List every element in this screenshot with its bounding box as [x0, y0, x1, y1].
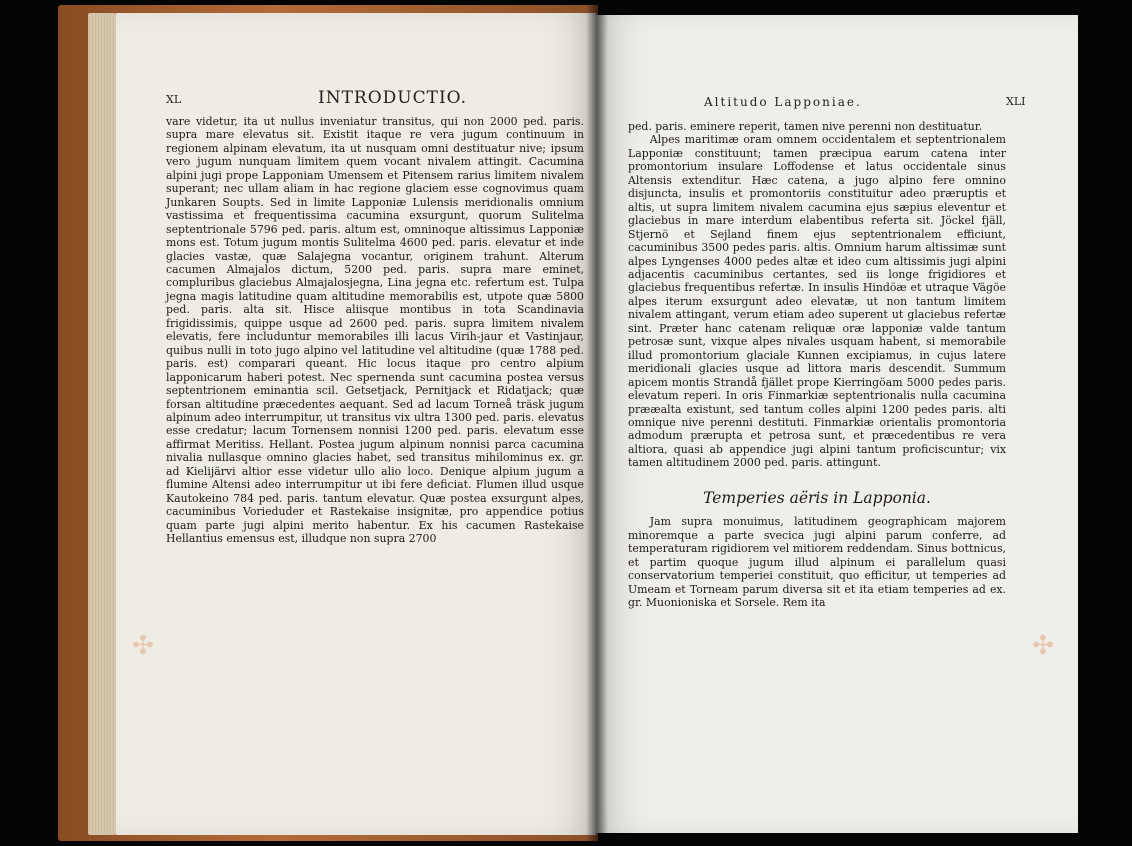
right-paragraph-1: ped. paris. eminere reperit, tamen nive perenni non destituatur.: [628, 120, 983, 133]
left-page: [116, 13, 596, 835]
section-heading: Temperies aëris in Lapponia.: [703, 488, 931, 507]
left-page-number: XL: [166, 93, 182, 106]
right-page-text: [628, 120, 1006, 609]
page-edges: [88, 13, 116, 835]
book-gutter-shadow: [586, 5, 608, 841]
right-paragraph-3: Jam supra monuimus, latitudinem geographicam majorem minoremque a parte svecica jugi alpini parum conferre, ad temperaturam rigidiorem vel mitiorem reddendam. Sinus bottnicus, et partim quoque jugum illud alpinum ei parallelum quasi conservatorium temperiei constituit, quo efficitur, ut temperies ad Umeam et Torneam parum diversa sit et ita etiam temperies ad ex. gr. Muonioniska et Sorsele. Rem ita: [628, 515, 1006, 609]
right-page-number: XLI: [1006, 95, 1026, 108]
open-book: [58, 5, 1080, 841]
right-running-title: Altitudo Lapponiae.: [704, 95, 862, 109]
left-running-title: INTRODUCTIO.: [318, 88, 468, 108]
left-body-paragraph: vare videtur, ita ut nullus inveniatur transitus, qui non 2000 ped. paris. supra mare elevatus sit. Existit itaque re vera jugum continuum in regionem alpinam elevatum, ita ut nusquam omni destituatur nive; ipsum vero jugum nunquam limitem quem vocant nivalem attingit. Cacumina alpini jugi prope Lapponiam Umensem et Pitensem rarius limitem nivalem superant; nec ullam aliam in hac regione glaciem esse cognovimus quam Junkaren Soupts. Sed in limite Lapponiæ Lulensis meridionalis omnium vastissima et frequentissima cacumina exsurgunt, quorum Sulitelma septentrionale 5796 ped. paris. altum est, omninoque altissimus Lapponiæ mons est. Totum jugum montis Sulitelma 4600 ped. paris. elevatur et inde glacies vastæ, quæ Salajegna vocantur, originem trahunt. Alterum cacumen Almajalos dictum, 5200 ped. paris. supra mare eminet, compluribus glaciebus Almajalosjegna, Lina jegna etc. refertum est. Tulpa jegna magis latitudine quam altitudine memorabilis est, utpote quæ 5800 ped. paris. alta sit. Hisce aliisque montibus in tota Scandinavia frigidissimis, quippe usque ad 2600 ped. paris. supra limitem nivalem elevatis, fere includuntur memorabiles illi lacus Virih-jaur et Vastinjaur, quibus nulli in toto jugo alpino vel latitudine vel altitudine (quæ 1788 ped. paris. est) comparari queant. Hic locus itaque pro centro alpium lapponicarum haberi potest. Nec spernenda sunt cacumina postea versus septentrionem eminantia scil. Getsetjack, Pernitjack et Ridatjack; quæ forsan altitudine præcedentes aequant. Sed ad lacum Torneå träsk jugum alpinum adeo interrumpitur, ut transitus vix ultra 1300 ped. paris. elevatus esse credatur; lacum Tornensem nonnisi 1200 ped. paris. elevatum esse affirmat Meritiss. Hellant. Postea jugum alpinum nonnisi parca cacumina nivalia nullasque omnino glacies habet, sed transitus mihilominus ex. gr. ad Kielijärvi altior esse videtur ullo alio loco. Denique alpium jugum a flumine Altensi adeo interrumpitur ut ibi fere deficiat. Flumen illud usque Kautokeino 784 ped. paris. tantum elevatur. Quæ postea exsurgunt alpes, cacuminibus Vorieduder et Rastekaise insignitæ, pro appendice potius quam parte jugi alpini merito habentur. Ex his cacumen Rastekaise Hellantius emensus est, illudque non supra 2700: [166, 115, 584, 546]
bleed-ornament-mark: ✣: [1032, 631, 1054, 661]
bleed-ornament-mark: ✣: [132, 631, 154, 661]
left-page-text: [166, 115, 584, 546]
right-page: [596, 15, 1078, 833]
right-paragraph-2: Alpes maritimæ oram omnem occidentalem et septentrionalem Lapponiæ constituunt; tamen præcipua earum catena inter promontorium insulare Loffodense et latus occidentale sinus Altensis extenditur. Hæc catena, a jugo alpino fere omnino disjuncta, insulis et promontoriis constituitur adeo præruptis et altis, ut supra limitem nivalem cacumina ejus sæpius eleventur et glaciebus in mare interdum elabentibus referta sit. Jöckel fjäll, Stjernö et Sejland finem ejus septentrionalem efficiunt, cacuminibus 3500 pedes paris. altis. Omnium harum altissimæ sunt alpes Lyngenses 4000 pedes altæ et ideo cum altissimis jugi alpini adjacentis cacuminibus certantes, sed iis longe frigidiores et glaciebus frequentibus refertæ. In insulis Hindöæ et utraque Vägöe alpes iterum exsurgunt adeo elevatæ, ut non tantum limitem nivalem attingant, verum etiam adeo superent ut glaciebus refertæ sint. Præter hanc catenam reliquæ oræ lapponiæ valde tantum petrosæ sunt, vixque alpes nivales usquam habent, si memorabile illud promontorium glaciale Kunnen excipiamus, in cujus latere meridionali glacies usque ad littora maris descendit. Summum apicem montis Strandå fjället prope Kierringöam 5000 pedes paris. elevatum reperi. In oris Finmarkiæ septentrionalis nulla cacumina prææalta existunt, sed tantum colles alpini 1200 pedes paris. alti omnique nive perenni destituti. Finmarkiæ orientalis promontoria admodum prærupta et petrosa sunt, et præcedentibus re vera altiora, quasi ab appendice jugi alpini tantum proficiscuntur; vix tamen altitudinem 2000 ped. paris. attingunt.: [628, 133, 1006, 470]
